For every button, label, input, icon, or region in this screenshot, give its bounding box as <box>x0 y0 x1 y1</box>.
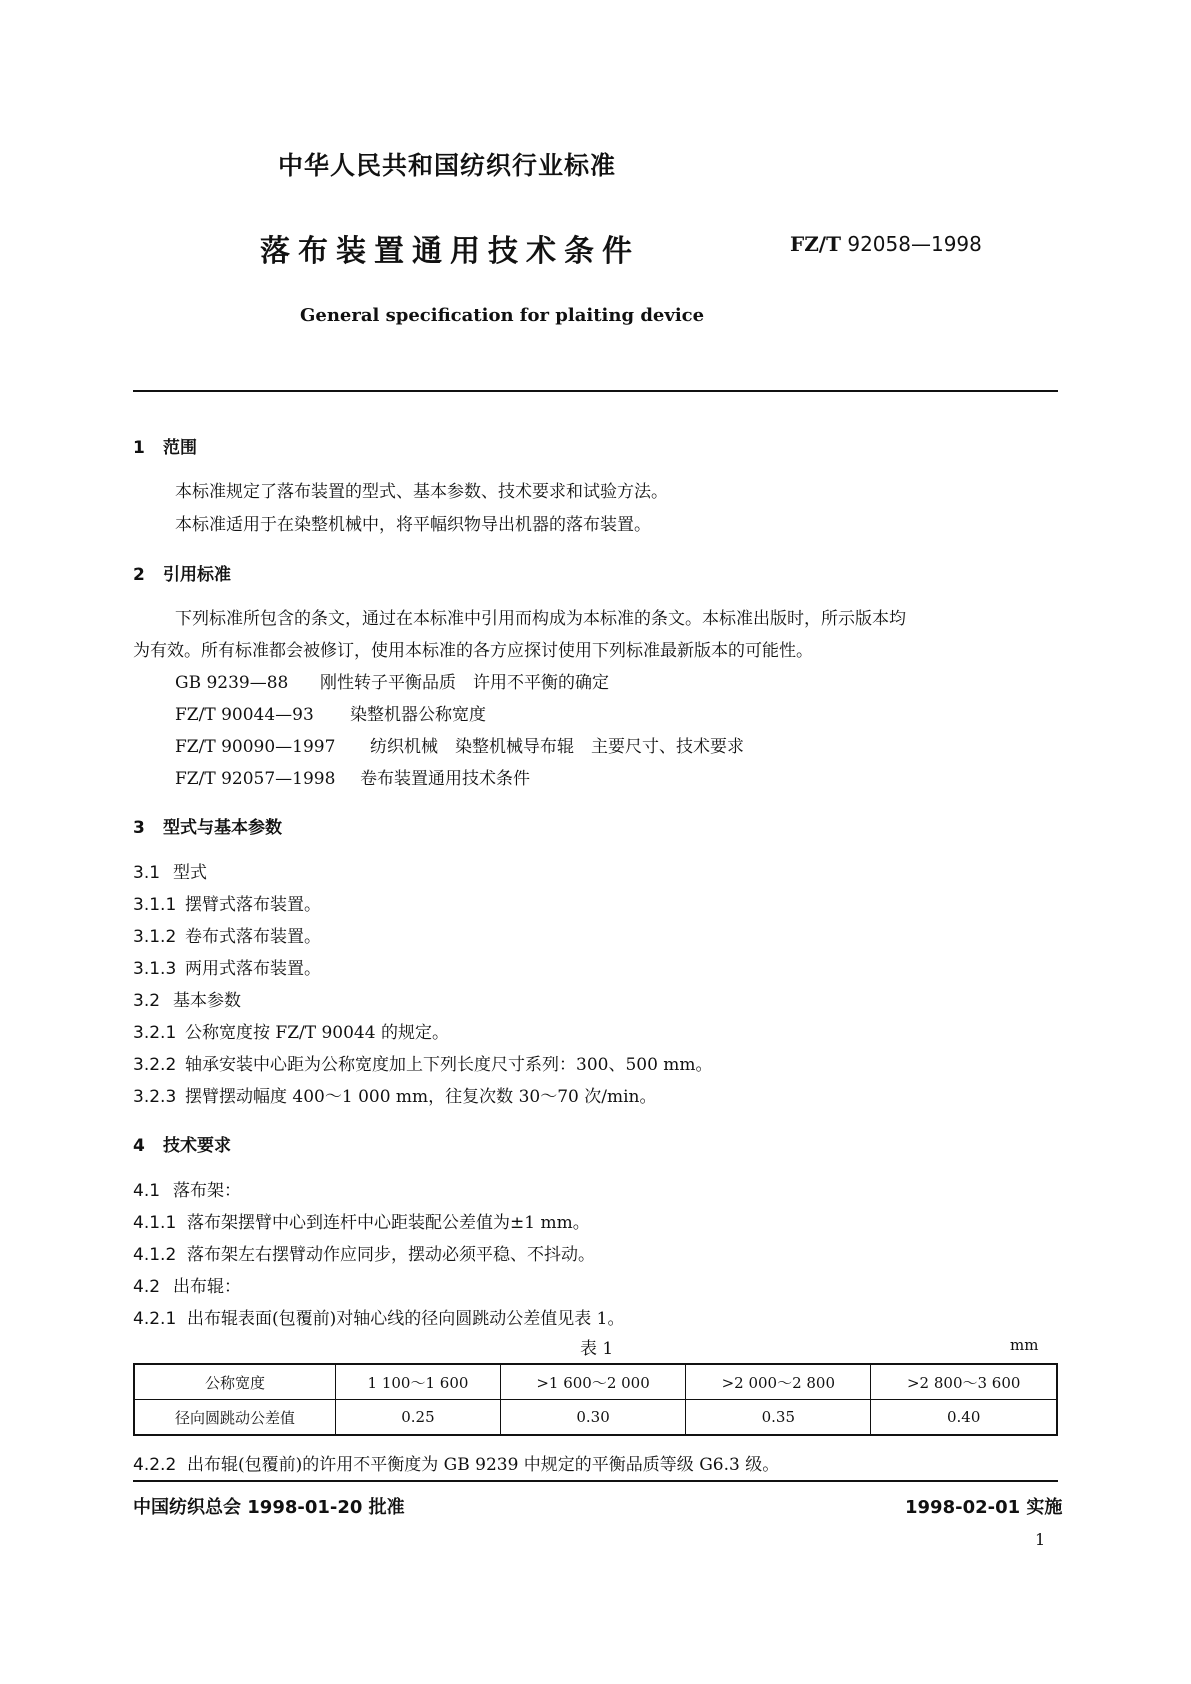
table-caption: 表 1 <box>580 1339 614 1359</box>
clause-3-1-1: 3.1.1 摆臂式落布装置。 <box>133 895 321 915</box>
table-row-header: 径向圆跳动公差值 <box>134 1400 336 1436</box>
org-title: 中华人民共和国纺织行业标准 <box>278 151 617 180</box>
table-unit: mm <box>1010 1336 1039 1354</box>
footer-rule <box>133 1480 1058 1482</box>
standard-number <box>790 232 982 256</box>
section-3-heading: 3 型式与基本参数 <box>133 818 282 838</box>
clause-4-1: 4.1 落布架： <box>133 1181 241 1201</box>
clause-4-1-1: 4.1.1 落布架摆臂中心到连杆中心距装配公差值为±1 mm。 <box>133 1213 590 1233</box>
section-2-paragraph-line-2: 为有效。所有标准都会被修订，使用本标准的各方应探讨使用下列标准最新版本的可能性。 <box>133 641 813 661</box>
clause-3-2: 3.2 基本参数 <box>133 991 241 1011</box>
header-rule <box>133 390 1058 392</box>
clause-3-2-1: 3.2.1 公称宽度按 FZ/T 90044 的规定。 <box>133 1023 449 1043</box>
standard-code: 92058—1998 <box>847 232 982 256</box>
implementation-line: 1998-02-01 实施 <box>905 1497 1063 1518</box>
table-cell: 0.30 <box>500 1400 685 1436</box>
clause-3-1-2: 3.1.2 卷布式落布装置。 <box>133 927 321 947</box>
approval-line: 中国纺织总会 1998-01-20 批准 <box>133 1497 405 1518</box>
reference-item: FZ/T 90044—93 染整机器公称宽度 <box>175 705 486 725</box>
clause-3-1: 3.1 型式 <box>133 863 207 883</box>
clause-3-2-2: 3.2.2 轴承安装中心距为公称宽度加上下列长度尺寸系列：300、500 mm。 <box>133 1055 713 1075</box>
reference-item: FZ/T 92057—1998 卷布装置通用技术条件 <box>175 769 530 789</box>
clause-4-2-2: 4.2.2 出布辊(包覆前)的许用不平衡度为 GB 9239 中规定的平衡品质等级 G6.3 级。 <box>133 1455 780 1475</box>
table-row-header: 公称宽度 <box>134 1364 336 1400</box>
page-number: 1 <box>1035 1530 1046 1549</box>
table-cell: >2 000～2 800 <box>686 1364 871 1400</box>
clause-3-1-3: 3.1.3 两用式落布装置。 <box>133 959 321 979</box>
doc-title: 落布装置通用技术条件 <box>260 234 640 269</box>
table-cell: 0.25 <box>336 1400 501 1436</box>
tolerance-table <box>133 1363 1058 1436</box>
table-cell: 0.35 <box>686 1400 871 1436</box>
section-1-heading: 1 范围 <box>133 438 197 458</box>
reference-item: FZ/T 90090—1997 纺织机械 染整机械导布辊 主要尺寸、技术要求 <box>175 737 744 757</box>
clause-3-2-3: 3.2.3 摆臂摆动幅度 400～1 000 mm，往复次数 30～70 次/min。 <box>133 1087 657 1107</box>
section-1-paragraph-1: 本标准规定了落布装置的型式、基本参数、技术要求和试验方法。 <box>175 482 668 502</box>
section-2-paragraph-line-1: 下列标准所包含的条文，通过在本标准中引用而构成为本标准的条文。本标准出版时，所示版本均 <box>175 609 906 629</box>
section-2-heading: 2 引用标准 <box>133 565 231 585</box>
section-1-paragraph-2: 本标准适用于在染整机械中，将平幅织物导出机器的落布装置。 <box>175 515 651 535</box>
table-cell: 1 100～1 600 <box>336 1364 501 1400</box>
table-cell: 0.40 <box>871 1400 1057 1436</box>
table-row <box>134 1400 1057 1436</box>
table-cell: >1 600～2 000 <box>500 1364 685 1400</box>
table-cell: >2 800～3 600 <box>871 1364 1057 1400</box>
clause-4-2: 4.2 出布辊： <box>133 1277 241 1297</box>
standard-prefix: FZ/T <box>790 232 841 256</box>
table-row <box>134 1364 1057 1400</box>
reference-item: GB 9239—88 刚性转子平衡品质 许用不平衡的确定 <box>175 673 609 693</box>
english-title: General specification for plaiting device <box>300 305 705 326</box>
clause-4-2-1: 4.2.1 出布辊表面(包覆前)对轴心线的径向圆跳动公差值见表 1。 <box>133 1309 625 1329</box>
clause-4-1-2: 4.1.2 落布架左右摆臂动作应同步，摆动必须平稳、不抖动。 <box>133 1245 595 1265</box>
section-4-heading: 4 技术要求 <box>133 1136 231 1156</box>
